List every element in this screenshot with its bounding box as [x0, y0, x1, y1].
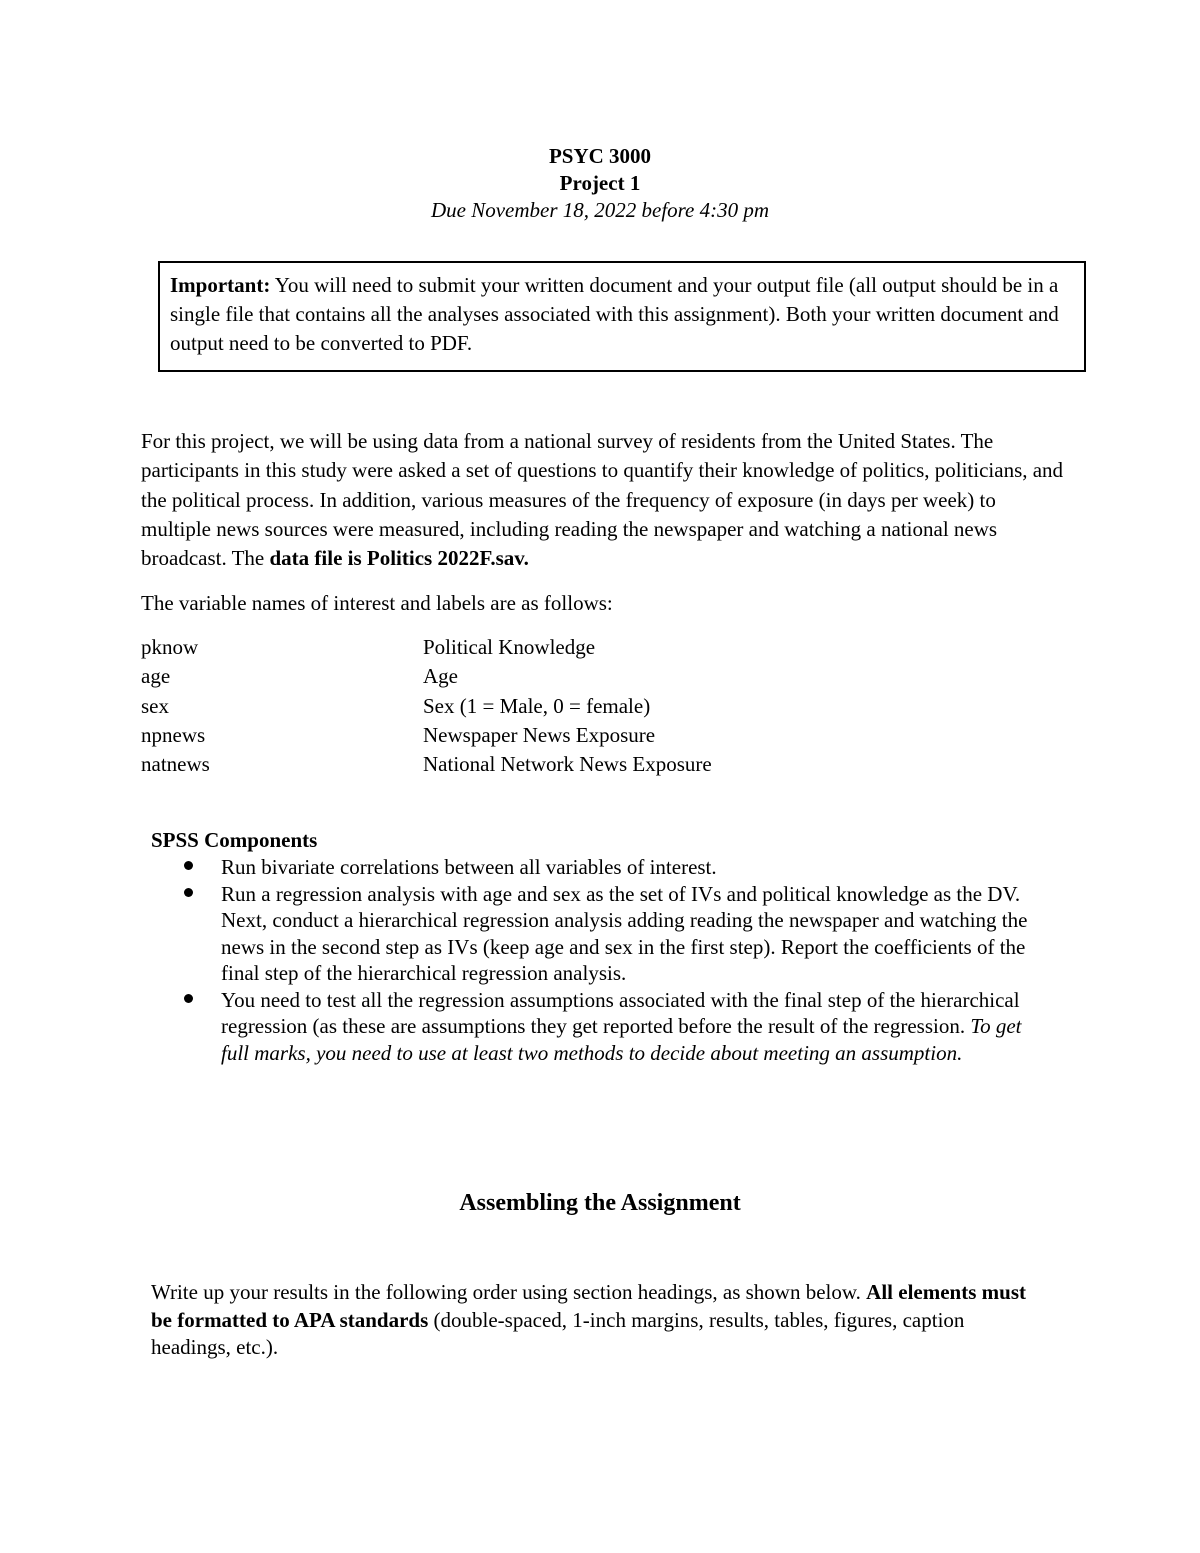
section-title: Assembling the Assignment	[459, 1190, 741, 1216]
variable-label: Sex (1 = Male, 0 = female)	[423, 693, 651, 718]
list-item-text: You need to test all the regression assumptions associated with the final step of the hierarchical regression (as these are assumptions they get reported before the result of the regression.	[221, 987, 1020, 1038]
variable-label: Political Knowledge	[423, 635, 596, 659]
intro-paragraph	[141, 427, 1071, 573]
spss-components-section	[151, 827, 1051, 1066]
variable-name: age	[141, 664, 171, 689]
document-header	[0, 143, 1200, 224]
assembling-text: Write up your results in the following order using section headings, as shown below.	[151, 1280, 867, 1304]
list-item	[151, 881, 1051, 987]
important-notice-box	[158, 261, 1086, 372]
bullet-icon	[184, 861, 193, 870]
bullet-icon	[184, 994, 193, 1003]
variable-row	[141, 633, 941, 662]
variable-name: npnews	[141, 722, 206, 747]
assembling-text-after: (double-spaced, 1-inch margins, results, tables, figures, caption headings, etc.).	[151, 1307, 965, 1359]
variable-label: Newspaper News Exposure	[423, 722, 656, 747]
spss-heading: SPSS Components	[151, 828, 318, 852]
apa-requirement: All elements must be formatted to APA standards	[151, 1280, 1026, 1332]
spss-list	[151, 854, 1051, 1066]
intro-text: For this project, we will be using data from a national survey of residents from the United States. The participants in this study were asked a set of questions to quantify their knowledge of politics, politicians, and the political process. In addition, various measures of the frequency of exposure (in days per week) to multiple news sources were measured, including reading the newspaper and watching a national news broadcast. The	[141, 429, 1064, 571]
due-date: Due November 18, 2022 before 4:30 pm	[430, 198, 770, 222]
project-title: Project 1	[559, 171, 641, 195]
variable-label: Age	[423, 664, 458, 689]
variables-table	[141, 633, 941, 779]
list-item	[151, 987, 1051, 1067]
variable-row	[141, 721, 941, 750]
variables-intro: The variable names of interest and labels are as follows:	[141, 591, 613, 615]
variable-name: sex	[141, 693, 169, 718]
important-text: You will need to submit your written document and your output file (all output should be in a single file that contains all the analyses associated with this assignment). Both your written document and output need to be converted to PDF.	[170, 273, 1059, 355]
assembling-paragraph	[151, 1279, 1031, 1362]
variable-name: pknow	[141, 635, 199, 659]
list-item-text: Run a regression analysis with age and sex as the set of IVs and political knowledge as the DV. Next, conduct a hierarchical regression analysis adding reading the newspaper and watching the news in the second step as IVs (keep age and sex in the first step). Report the coefficients of the final step of the hierarchical regression analysis.	[221, 881, 1028, 985]
important-label: Important:	[170, 273, 271, 297]
list-item-emphasis: To get full marks, you need to use at least two methods to decide about meeting an assumption.	[221, 1014, 1022, 1065]
variable-label: National Network News Exposure	[423, 752, 712, 777]
variable-row	[141, 750, 941, 779]
list-item-text: Run bivariate correlations between all variables of interest.	[221, 855, 717, 879]
course-code: PSYC 3000	[548, 144, 652, 168]
list-item	[151, 854, 1051, 881]
variable-row	[141, 692, 941, 721]
variable-name: natnews	[141, 752, 210, 777]
bullet-icon	[184, 888, 193, 897]
data-file-name: data file is Politics 2022F.sav.	[269, 546, 529, 571]
variable-row	[141, 662, 941, 691]
